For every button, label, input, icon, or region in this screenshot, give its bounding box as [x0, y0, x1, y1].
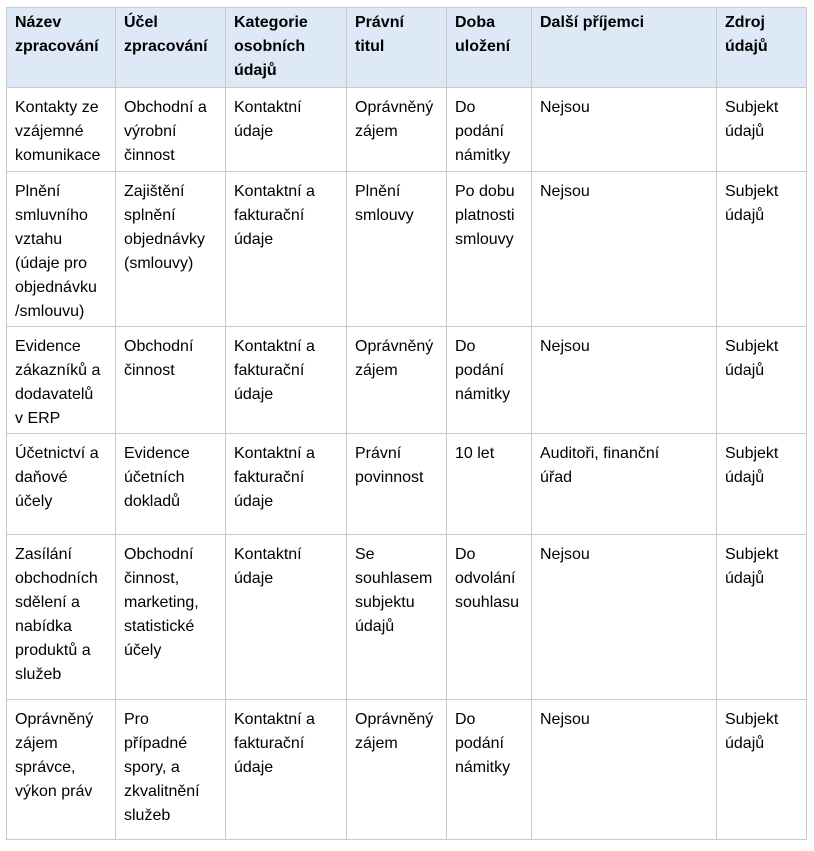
header-source: Zdroj údajů [717, 8, 807, 88]
table-row [7, 434, 807, 535]
cell-retention: Do podání námitky [447, 88, 532, 172]
header-data-category: Kategorie osobních údajů [226, 8, 347, 88]
cell-recipients: Nejsou [532, 327, 717, 434]
cell-processing-name: Zasílání obchodních sdělení a nabídka produktů a služeb [7, 535, 116, 700]
cell-purpose: Pro případné spory, a zkvalitnění služeb [116, 700, 226, 840]
table-row [7, 700, 807, 840]
cell-legal-basis: Oprávněný zájem [347, 327, 447, 434]
cell-data-category: Kontaktní a fakturační údaje [226, 172, 347, 327]
cell-recipients: Nejsou [532, 88, 717, 172]
cell-recipients: Auditoři, finanční úřad [532, 434, 717, 535]
cell-data-category: Kontaktní údaje [226, 535, 347, 700]
cell-data-category: Kontaktní a fakturační údaje [226, 327, 347, 434]
header-retention: Doba uložení [447, 8, 532, 88]
table-row [7, 172, 807, 327]
cell-legal-basis: Plnění smlouvy [347, 172, 447, 327]
processing-table [6, 7, 807, 840]
cell-retention: Po dobu platnosti smlouvy [447, 172, 532, 327]
cell-source: Subjekt údajů [717, 172, 807, 327]
cell-data-category: Kontaktní a fakturační údaje [226, 700, 347, 840]
cell-processing-name: Oprávněný zájem správce, výkon práv [7, 700, 116, 840]
cell-recipients: Nejsou [532, 172, 717, 327]
header-legal-basis: Právní titul [347, 8, 447, 88]
cell-processing-name: Kontakty ze vzájemné komunikace [7, 88, 116, 172]
cell-data-category: Kontaktní údaje [226, 88, 347, 172]
cell-data-category: Kontaktní a fakturační údaje [226, 434, 347, 535]
cell-source: Subjekt údajů [717, 700, 807, 840]
cell-recipients: Nejsou [532, 700, 717, 840]
cell-legal-basis: Oprávněný zájem [347, 88, 447, 172]
header-purpose: Účel zpracování [116, 8, 226, 88]
cell-source: Subjekt údajů [717, 88, 807, 172]
cell-purpose: Obchodní a výrobní činnost [116, 88, 226, 172]
cell-legal-basis: Právní povinnost [347, 434, 447, 535]
table-row [7, 88, 807, 172]
cell-recipients: Nejsou [532, 535, 717, 700]
cell-retention: 10 let [447, 434, 532, 535]
table-row [7, 535, 807, 700]
cell-purpose: Zajištění splnění objednávky (smlouvy) [116, 172, 226, 327]
cell-legal-basis: Oprávněný zájem [347, 700, 447, 840]
cell-processing-name: Evidence zákazníků a dodavatelů v ERP [7, 327, 116, 434]
cell-purpose: Obchodní činnost, marketing, statistické účely [116, 535, 226, 700]
header-processing-name: Název zpracování [7, 8, 116, 88]
table-row [7, 327, 807, 434]
cell-purpose: Evidence účetních dokladů [116, 434, 226, 535]
header-recipients: Další příjemci [532, 8, 717, 88]
cell-source: Subjekt údajů [717, 535, 807, 700]
cell-purpose: Obchodní činnost [116, 327, 226, 434]
cell-source: Subjekt údajů [717, 434, 807, 535]
cell-source: Subjekt údajů [717, 327, 807, 434]
cell-retention: Do podání námitky [447, 327, 532, 434]
cell-retention: Do odvolání souhlasu [447, 535, 532, 700]
cell-processing-name: Plnění smluvního vztahu (údaje pro objednávku /smlouvu) [7, 172, 116, 327]
cell-legal-basis: Se souhlasem subjektu údajů [347, 535, 447, 700]
cell-retention: Do podání námitky [447, 700, 532, 840]
cell-processing-name: Účetnictví a daňové účely [7, 434, 116, 535]
header-row [7, 8, 807, 88]
